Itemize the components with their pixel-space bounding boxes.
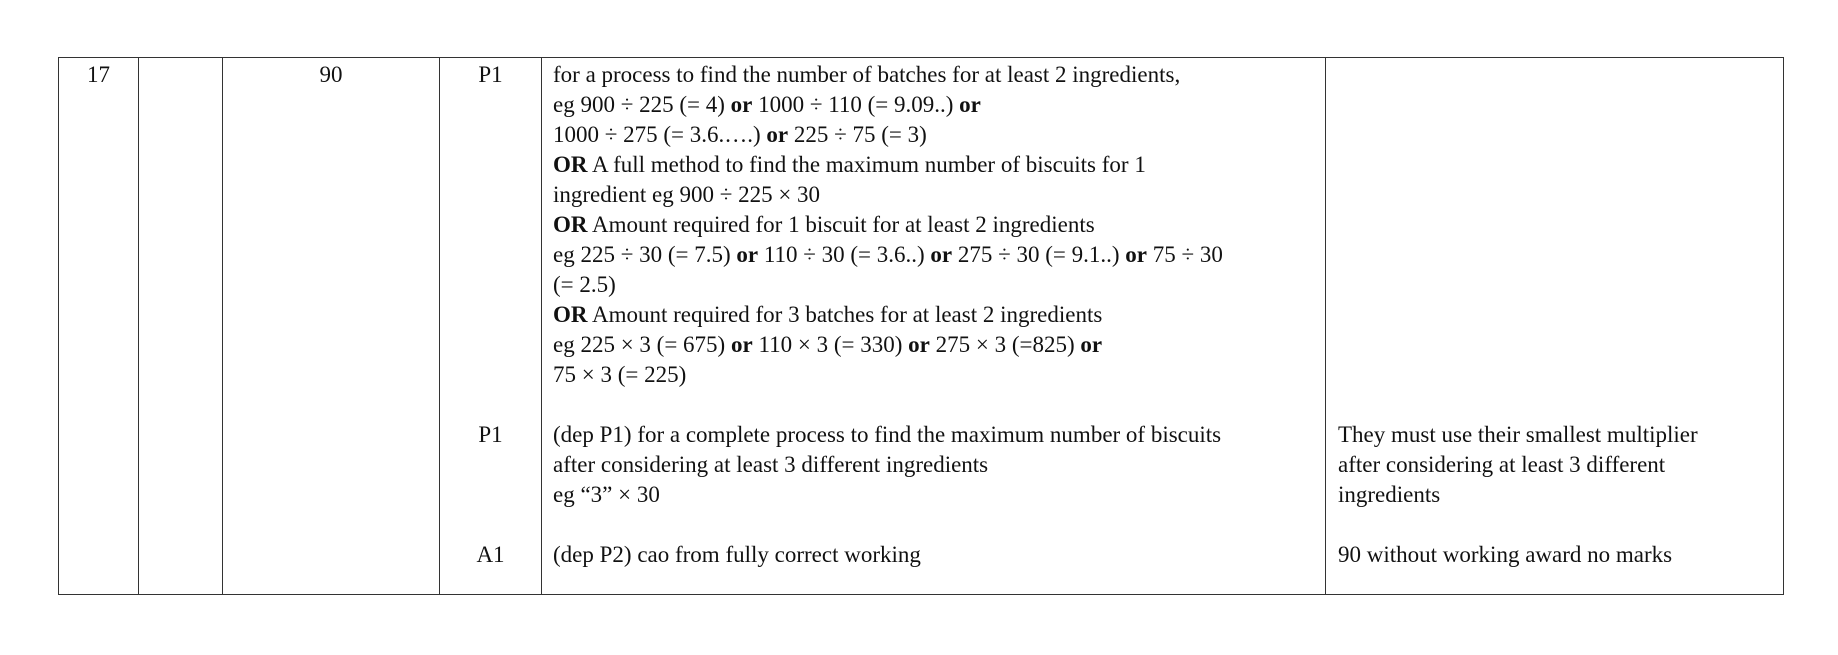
mark-scheme-table <box>58 57 1784 595</box>
guidance-text: eg 225 ÷ 30 (= 7.5) <box>553 242 737 267</box>
column-divider <box>222 58 223 594</box>
guidance-text: (= 2.5) <box>553 272 616 297</box>
keyword-text: or <box>736 242 759 267</box>
guidance-line <box>553 480 1221 510</box>
mark-code: P1 <box>478 422 503 447</box>
keyword-text: or <box>908 332 930 357</box>
guidance-text: 1000 ÷ 110 (= 9.09..) <box>752 92 960 117</box>
keyword-text: OR <box>553 212 588 237</box>
keyword-text: or <box>766 122 789 147</box>
keyword-text: or <box>730 92 753 117</box>
note-line: ingredients <box>1338 482 1441 507</box>
column-divider <box>439 58 440 594</box>
additional-guidance <box>1338 540 1672 570</box>
mark-code: A1 <box>476 542 505 567</box>
guidance-text: (dep P1) for a complete process to find the maximum number of biscuits <box>553 422 1222 447</box>
guidance-text: eg 900 ÷ 225 (= 4) <box>553 92 731 117</box>
keyword-text: or <box>959 92 981 117</box>
additional-guidance <box>1338 420 1698 510</box>
guidance-line <box>553 210 1223 240</box>
guidance-text: 75 ÷ 30 <box>1147 242 1223 267</box>
guidance-text: Amount required for 3 batches for at least 2 ingredients <box>587 302 1103 327</box>
guidance-text: 110 × 3 (= 330) <box>752 332 909 357</box>
question-number: 17 <box>87 62 110 87</box>
guidance-text: 225 ÷ 75 (= 3) <box>788 122 927 147</box>
mark-guidance <box>553 420 1221 510</box>
keyword-text: or <box>930 242 953 267</box>
note-line: 90 without working award no marks <box>1338 542 1673 567</box>
guidance-text: 275 × 3 (=825) <box>929 332 1081 357</box>
guidance-line <box>553 60 1223 90</box>
guidance-text: 1000 ÷ 275 (= 3.6.….) <box>553 122 767 147</box>
guidance-line <box>553 300 1223 330</box>
guidance-text: (dep P2) cao from fully correct working <box>553 542 921 567</box>
keyword-text: OR <box>553 152 588 177</box>
column-divider <box>541 58 542 594</box>
guidance-text: 275 ÷ 30 (= 9.1..) <box>952 242 1126 267</box>
keyword-text: or <box>1125 242 1148 267</box>
guidance-text: after considering at least 3 different ingredients <box>553 452 989 477</box>
guidance-text: 75 × 3 (= 225) <box>553 362 687 387</box>
guidance-text: A full method to find the maximum number of biscuits for 1 <box>587 152 1146 177</box>
guidance-line <box>553 150 1223 180</box>
guidance-text: Amount required for 1 biscuit for at least 2 ingredients <box>587 212 1095 237</box>
guidance-text: for a process to find the number of batches for at least 2 ingredients, <box>553 62 1181 87</box>
keyword-text: OR <box>553 302 588 327</box>
mark-guidance <box>553 540 921 570</box>
note-line: after considering at least 3 different <box>1338 452 1666 477</box>
guidance-line <box>553 540 921 570</box>
keyword-text: or <box>730 332 753 357</box>
guidance-line <box>553 270 1223 300</box>
mark-code: P1 <box>478 62 503 87</box>
mark-guidance <box>553 60 1223 390</box>
guidance-text: ingredient eg 900 ÷ 225 × 30 <box>553 182 821 207</box>
guidance-text: eg “3” × 30 <box>553 482 660 507</box>
guidance-line <box>553 120 1223 150</box>
answer-value: 90 <box>319 62 343 87</box>
keyword-text: or <box>1080 332 1103 357</box>
guidance-line <box>553 450 1221 480</box>
guidance-line <box>553 180 1223 210</box>
guidance-text: 110 ÷ 30 (= 3.6..) <box>758 242 931 267</box>
guidance-line <box>553 330 1223 360</box>
column-divider <box>1325 58 1326 594</box>
guidance-line <box>553 360 1223 390</box>
guidance-line <box>553 90 1223 120</box>
guidance-line <box>553 240 1223 270</box>
guidance-line <box>553 420 1221 450</box>
guidance-text: eg 225 × 3 (= 675) <box>553 332 731 357</box>
column-divider <box>138 58 139 594</box>
note-line: They must use their smallest multiplier <box>1338 422 1698 447</box>
